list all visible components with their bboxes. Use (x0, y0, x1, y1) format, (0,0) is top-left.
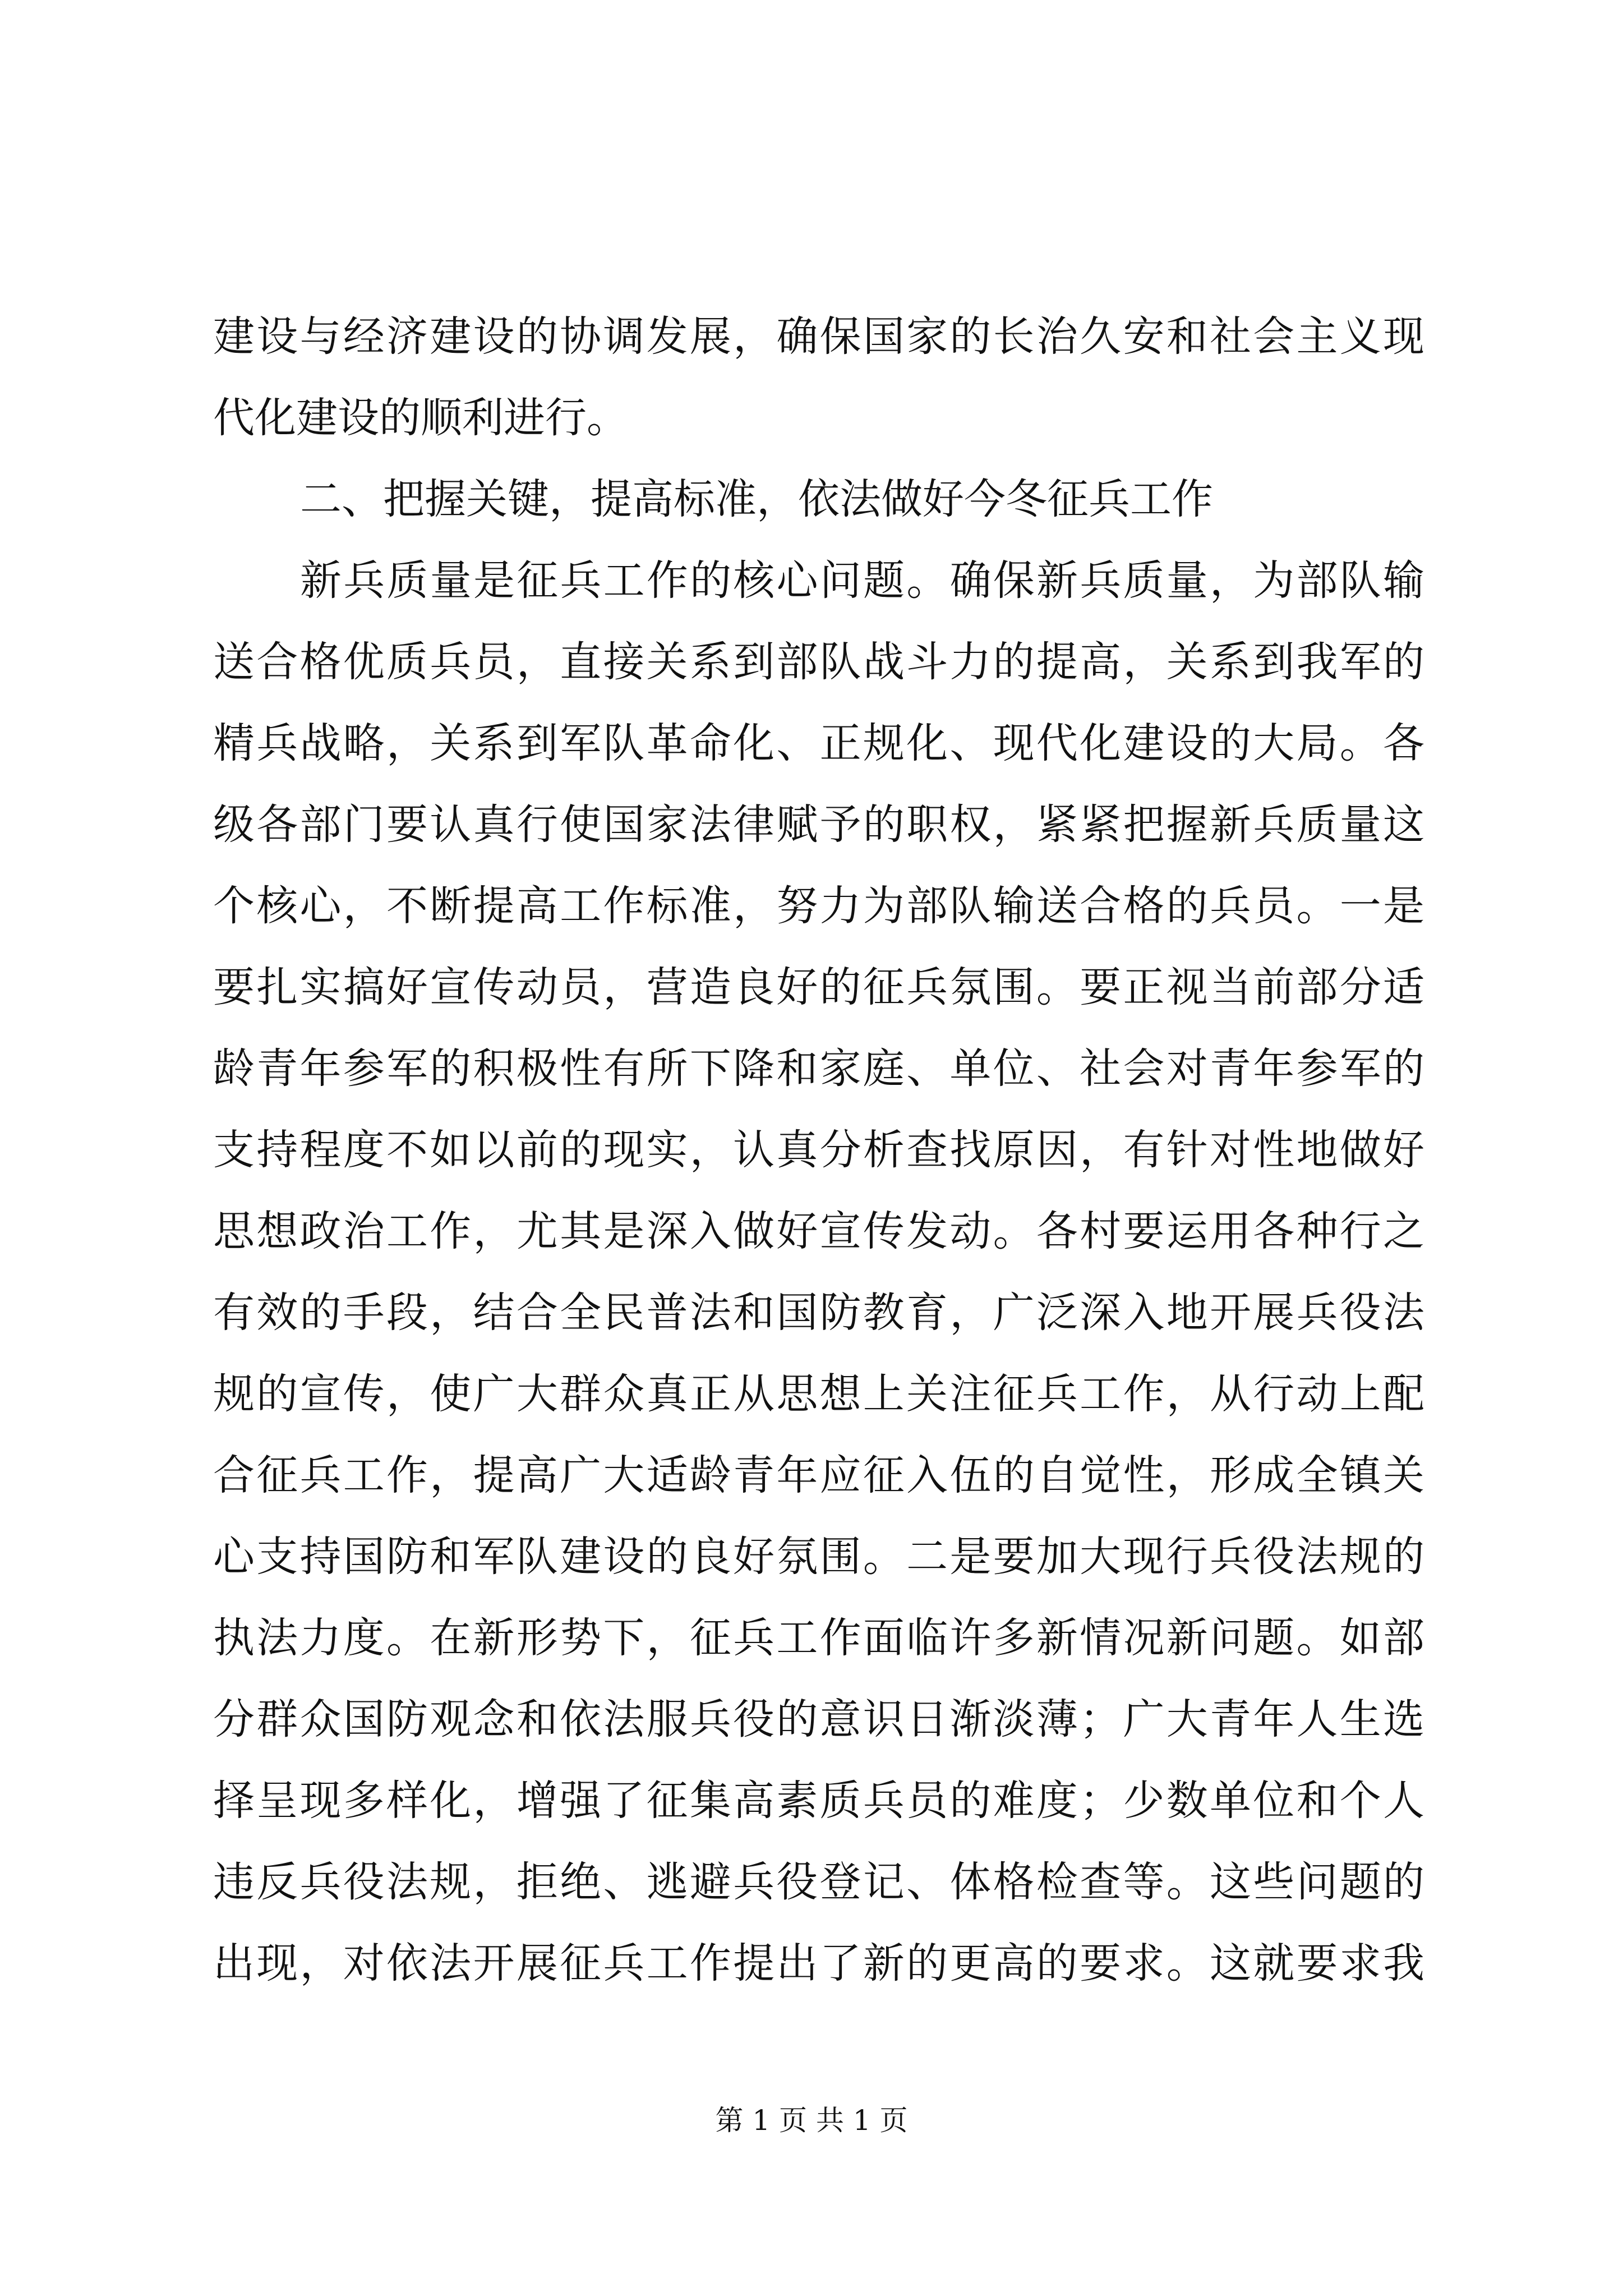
paragraph-line: 送合格优质兵员，直接关系到部队战斗力的提高，关系到我军的 (213, 638, 1424, 686)
paragraph-line: 出现，对依法开展征兵工作提出了新的更高的要求。这就要求我 (213, 1939, 1424, 1987)
paragraph-line: 支持程度不如以前的现实，认真分析查找原因，有针对性地做好 (213, 1126, 1424, 1174)
paragraph-line: 新兵质量是征兵工作的核心问题。确保新兵质量，为部队输 (300, 556, 1424, 605)
paragraph-line: 精兵战略，关系到军队革命化、正规化、现代化建设的大局。各 (213, 719, 1424, 767)
paragraph-line: 代化建设的顺利进行。 (213, 394, 628, 442)
paragraph-line: 龄青年参军的积极性有所下降和家庭、单位、社会对青年参军的 (213, 1045, 1424, 1093)
document-body (213, 296, 1424, 2004)
paragraph-line: 要扎实搞好宣传动员，营造良好的征兵氛围。要正视当前部分适 (213, 963, 1424, 1011)
paragraph-line: 建设与经济建设的协调发展，确保国家的长治久安和社会主义现 (213, 312, 1424, 361)
paragraph-line: 个核心，不断提高工作标准，努力为部队输送合格的兵员。一是 (213, 882, 1424, 930)
paragraph-line: 规的宣传，使广大群众真正从思想上关注征兵工作，从行动上配 (213, 1370, 1424, 1418)
paragraph-line: 择呈现多样化，增强了征集高素质兵员的难度；少数单位和个人 (213, 1777, 1424, 1825)
paragraph-line: 合征兵工作，提高广大适龄青年应征入伍的自觉性，形成全镇关 (213, 1451, 1424, 1499)
paragraph-line: 分群众国防观念和依法服兵役的意识日渐淡薄；广大青年人生选 (213, 1695, 1424, 1743)
paragraph-line: 思想政治工作，尤其是深入做好宣传发动。各村要运用各种行之 (213, 1207, 1424, 1255)
page-footer: 第 1 页 共 1 页 (715, 2104, 908, 2137)
paragraph-line: 违反兵役法规，拒绝、逃避兵役登记、体格检查等。这些问题的 (213, 1858, 1424, 1906)
paragraph-line: 心支持国防和军队建设的良好氛围。二是要加大现行兵役法规的 (213, 1533, 1424, 1581)
paragraph-line: 执法力度。在新形势下，征兵工作面临许多新情况新问题。如部 (213, 1614, 1424, 1662)
section-heading: 二、把握关键，提高标准，依法做好今冬征兵工作 (300, 475, 1213, 523)
paragraph-line: 级各部门要认真行使国家法律赋予的职权，紧紧把握新兵质量这 (213, 800, 1424, 849)
paragraph-line: 有效的手段，结合全民普法和国防教育，广泛深入地开展兵役法 (213, 1289, 1424, 1337)
